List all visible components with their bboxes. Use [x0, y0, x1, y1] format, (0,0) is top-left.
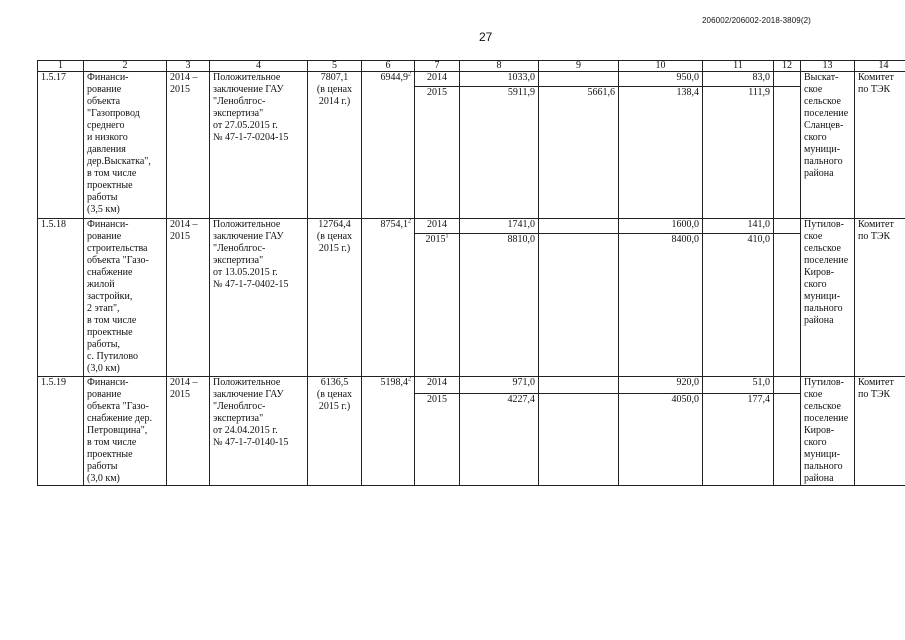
column-header: 8 [460, 61, 539, 72]
footnote-mark: 1 [445, 233, 449, 240]
column-header: 9 [539, 61, 619, 72]
column-header: 13 [801, 61, 855, 72]
column-header: 10 [619, 61, 703, 72]
amount-col10: 138,4 [619, 87, 703, 219]
total-amount: 5198,4$^2$ [362, 377, 415, 486]
program-table [37, 60, 905, 486]
amount-col10: 4050,0 [619, 393, 703, 485]
table-row [38, 219, 905, 234]
year: 2015 [415, 393, 460, 485]
year: 2014 [415, 72, 460, 87]
expertise: Положительное заключение ГАУ "Леноблгос- экспертиза" от 13.05.2015 г. № 47-1-7-0402-15 [210, 219, 308, 377]
object-name: Финанси- рование строительства объекта "Газо- снабжение жилой застройки, 2 этап", в том числе проектные работы, с. Путилово (3,0 км) [84, 219, 167, 377]
amount-col12 [774, 234, 801, 377]
document-id: 206002/206002-2018-3809(2) [702, 16, 811, 25]
row-number: 1.5.17 [38, 72, 84, 219]
amount-col10: 8400,0 [619, 234, 703, 377]
footnote-mark: 2 [408, 218, 411, 225]
column-header: 1 [38, 61, 84, 72]
column-header: 3 [167, 61, 210, 72]
amount-col11: 141,0 [703, 219, 774, 234]
expertise: Положительное заключение ГАУ "Леноблгос- экспертиза" от 27.05.2015 г. № 47-1-7-0204-15 [210, 72, 308, 219]
amount-col9 [539, 219, 619, 234]
footnote-mark: 2 [408, 376, 411, 383]
responsible: Комитет по ТЭК [855, 377, 905, 486]
amount-col10: 950,0 [619, 72, 703, 87]
table-header-row [38, 61, 905, 72]
column-header: 7 [415, 61, 460, 72]
amount-col9 [539, 72, 619, 87]
amount-col11: 83,0 [703, 72, 774, 87]
estimated-cost: 6136,5 (в ценах 2015 г.) [308, 377, 362, 486]
amount-col8: 1741,0 [460, 219, 539, 234]
period: 2014 – 2015 [167, 72, 210, 219]
amount-col8: 4227,4 [460, 393, 539, 485]
total-amount: 8754,1$^2$ [362, 219, 415, 377]
amount-col10: 920,0 [619, 377, 703, 394]
total-amount: 6944,9$^2$ [362, 72, 415, 219]
amount-col11: 177,4 [703, 393, 774, 485]
object-name: Финанси- рование объекта "Газопровод среднего и низкого давления дер.Выскатка", в том числе проектные работы (3,5 км) [84, 72, 167, 219]
object-name: Финанси- рование объекта "Газо- снабжение дер. Петровщина", в том числе проектные работы (3,0 км) [84, 377, 167, 486]
amount-col10: 1600,0 [619, 219, 703, 234]
amount-col8: 1033,0 [460, 72, 539, 87]
amount-col9 [539, 393, 619, 485]
table-row [38, 72, 905, 87]
column-header: 4 [210, 61, 308, 72]
amount-col9 [539, 234, 619, 377]
expertise: Положительное заключение ГАУ "Леноблгос- экспертиза" от 24.04.2015 г. № 47-1-7-0140-15 [210, 377, 308, 486]
estimated-cost: 7807,1 (в ценах 2014 г.) [308, 72, 362, 219]
column-header: 5 [308, 61, 362, 72]
footnote-mark: 2 [408, 71, 411, 78]
column-header: 14 [855, 61, 905, 72]
row-number: 1.5.18 [38, 219, 84, 377]
amount-col9: 5661,6 [539, 87, 619, 219]
year: 2014 [415, 219, 460, 234]
period: 2014 – 2015 [167, 377, 210, 486]
amount-col11: 51,0 [703, 377, 774, 394]
amount-col12 [774, 219, 801, 234]
recipient: Выскат- ское сельское поселение Сланцев- ского муници- пального района [801, 72, 855, 219]
recipient: Путилов- ское сельское поселение Киров- ского муници- пального района [801, 219, 855, 377]
column-header: 11 [703, 61, 774, 72]
amount-col8: 5911,9 [460, 87, 539, 219]
recipient: Путилов- ское сельское поселение Киров- ского муници- пального района [801, 377, 855, 486]
column-header: 12 [774, 61, 801, 72]
responsible: Комитет по ТЭК [855, 219, 905, 377]
amount-col12 [774, 87, 801, 219]
amount-col8: 971,0 [460, 377, 539, 394]
amount-col11: 410,0 [703, 234, 774, 377]
year: 2014 [415, 377, 460, 394]
period: 2014 – 2015 [167, 219, 210, 377]
row-number: 1.5.19 [38, 377, 84, 486]
estimated-cost: 12764,4 (в ценах 2015 г.) [308, 219, 362, 377]
amount-col12 [774, 72, 801, 87]
page-number: 27 [479, 30, 493, 44]
responsible: Комитет по ТЭК [855, 72, 905, 219]
amount-col12 [774, 377, 801, 394]
amount-col11: 111,9 [703, 87, 774, 219]
column-header: 2 [84, 61, 167, 72]
amount-col12 [774, 393, 801, 485]
year: 2015 [415, 87, 460, 219]
amount-col8: 8810,0 [460, 234, 539, 377]
column-header: 6 [362, 61, 415, 72]
amount-col9 [539, 377, 619, 394]
table-row [38, 377, 905, 394]
year: 2015$^1$ [415, 234, 460, 377]
